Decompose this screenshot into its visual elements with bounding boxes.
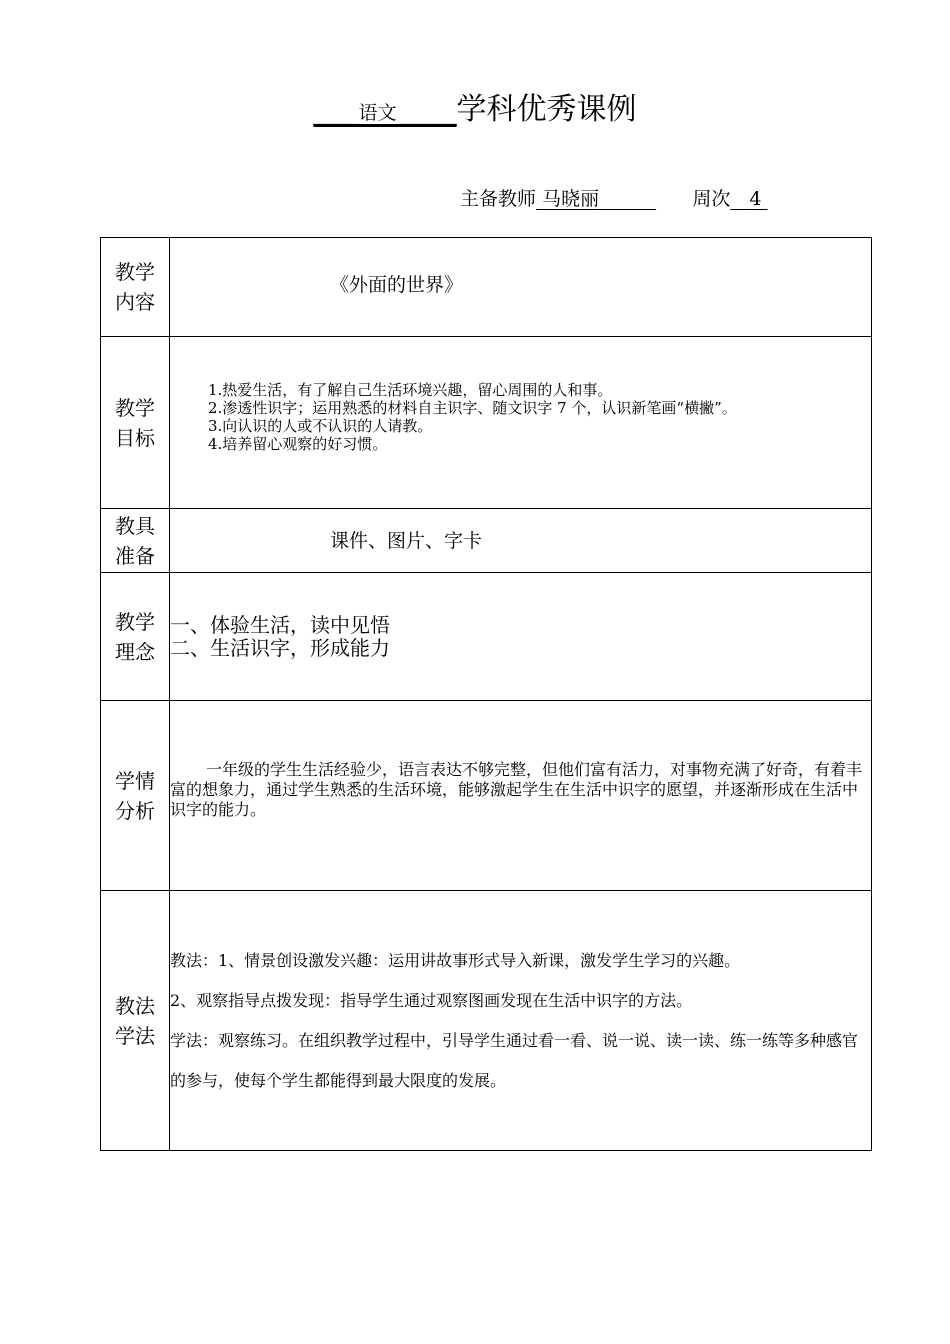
subject-name: 语文 (358, 102, 397, 124)
row-tools (101, 509, 872, 573)
cell-philosophy (170, 573, 872, 701)
label-analysis: 学情分析 (101, 701, 170, 891)
row-method (101, 891, 872, 1151)
tools-text: 课件、图片、字卡 (330, 529, 483, 552)
row-content (101, 238, 872, 337)
goal-item: 3.向认识的人或不认识的人请教。 (208, 416, 433, 435)
goal-item: 1.热爱生活，有了解自己生活环境兴趣，留心周围的人和事。 (208, 380, 613, 399)
lesson-title: 《外面的世界》 (330, 274, 464, 296)
row-analysis (101, 701, 872, 891)
cell-method (170, 891, 872, 1151)
week-label: 周次 (692, 188, 731, 210)
lesson-plan-table (100, 237, 872, 1151)
analysis-text: 一年级的学生生活经验少，语言表达不够完整，但他们富有活力，对事物充满了好奇，有着丰富的想象力，通过学生熟悉的生活环境，能够激起学生在生活中识字的愿望，并逐渐形成在生活中识字的能力。 (170, 759, 863, 819)
row-philosophy (101, 573, 872, 701)
method-item: 教法：1、情景创设激发兴趣：运用讲故事形式导入新课，激发学生学习的兴趣。 (170, 950, 741, 970)
document-title (0, 88, 950, 135)
cell-analysis (170, 701, 872, 891)
philosophy-item: 二、生活识字，形成能力 (170, 635, 390, 660)
teacher-label: 主备教师 (460, 188, 537, 210)
method-item: 学法：观察练习。在组织教学过程中，引导学生通过看一看、说一说、读一读、练一练等多种感官的参与，使每个学生都能得到最大限度的发展。 (170, 1030, 859, 1090)
cell-content (170, 238, 872, 337)
header-meta (460, 184, 768, 214)
method-item: 2、观察指导点拨发现：指导学生通过观察图画发现在生活中识字的方法。 (170, 990, 693, 1010)
goal-item: 2.渗透性识字；运用熟悉的材料自主识字、随文识字 7 个，认识新笔画“横撇”。 (208, 398, 737, 417)
label-method: 教法学法 (101, 891, 170, 1151)
label-philosophy: 教学理念 (101, 573, 170, 701)
teacher-name-field: 马晓丽 (542, 188, 600, 210)
philosophy-item: 一、体验生活，读中见悟 (170, 612, 390, 637)
cell-goals (170, 337, 872, 509)
subject-blank: ___语文____ (313, 92, 457, 127)
goal-item: 4.培养留心观察的好习惯。 (208, 434, 388, 453)
label-goals: 教学目标 (101, 337, 170, 509)
cell-tools (170, 509, 872, 573)
label-content: 教学内容 (101, 238, 170, 337)
week-field: 4 (749, 188, 762, 210)
title-text: 学科优秀课例 (456, 92, 637, 127)
label-tools: 教具准备 (101, 509, 170, 573)
row-goals (101, 337, 872, 509)
